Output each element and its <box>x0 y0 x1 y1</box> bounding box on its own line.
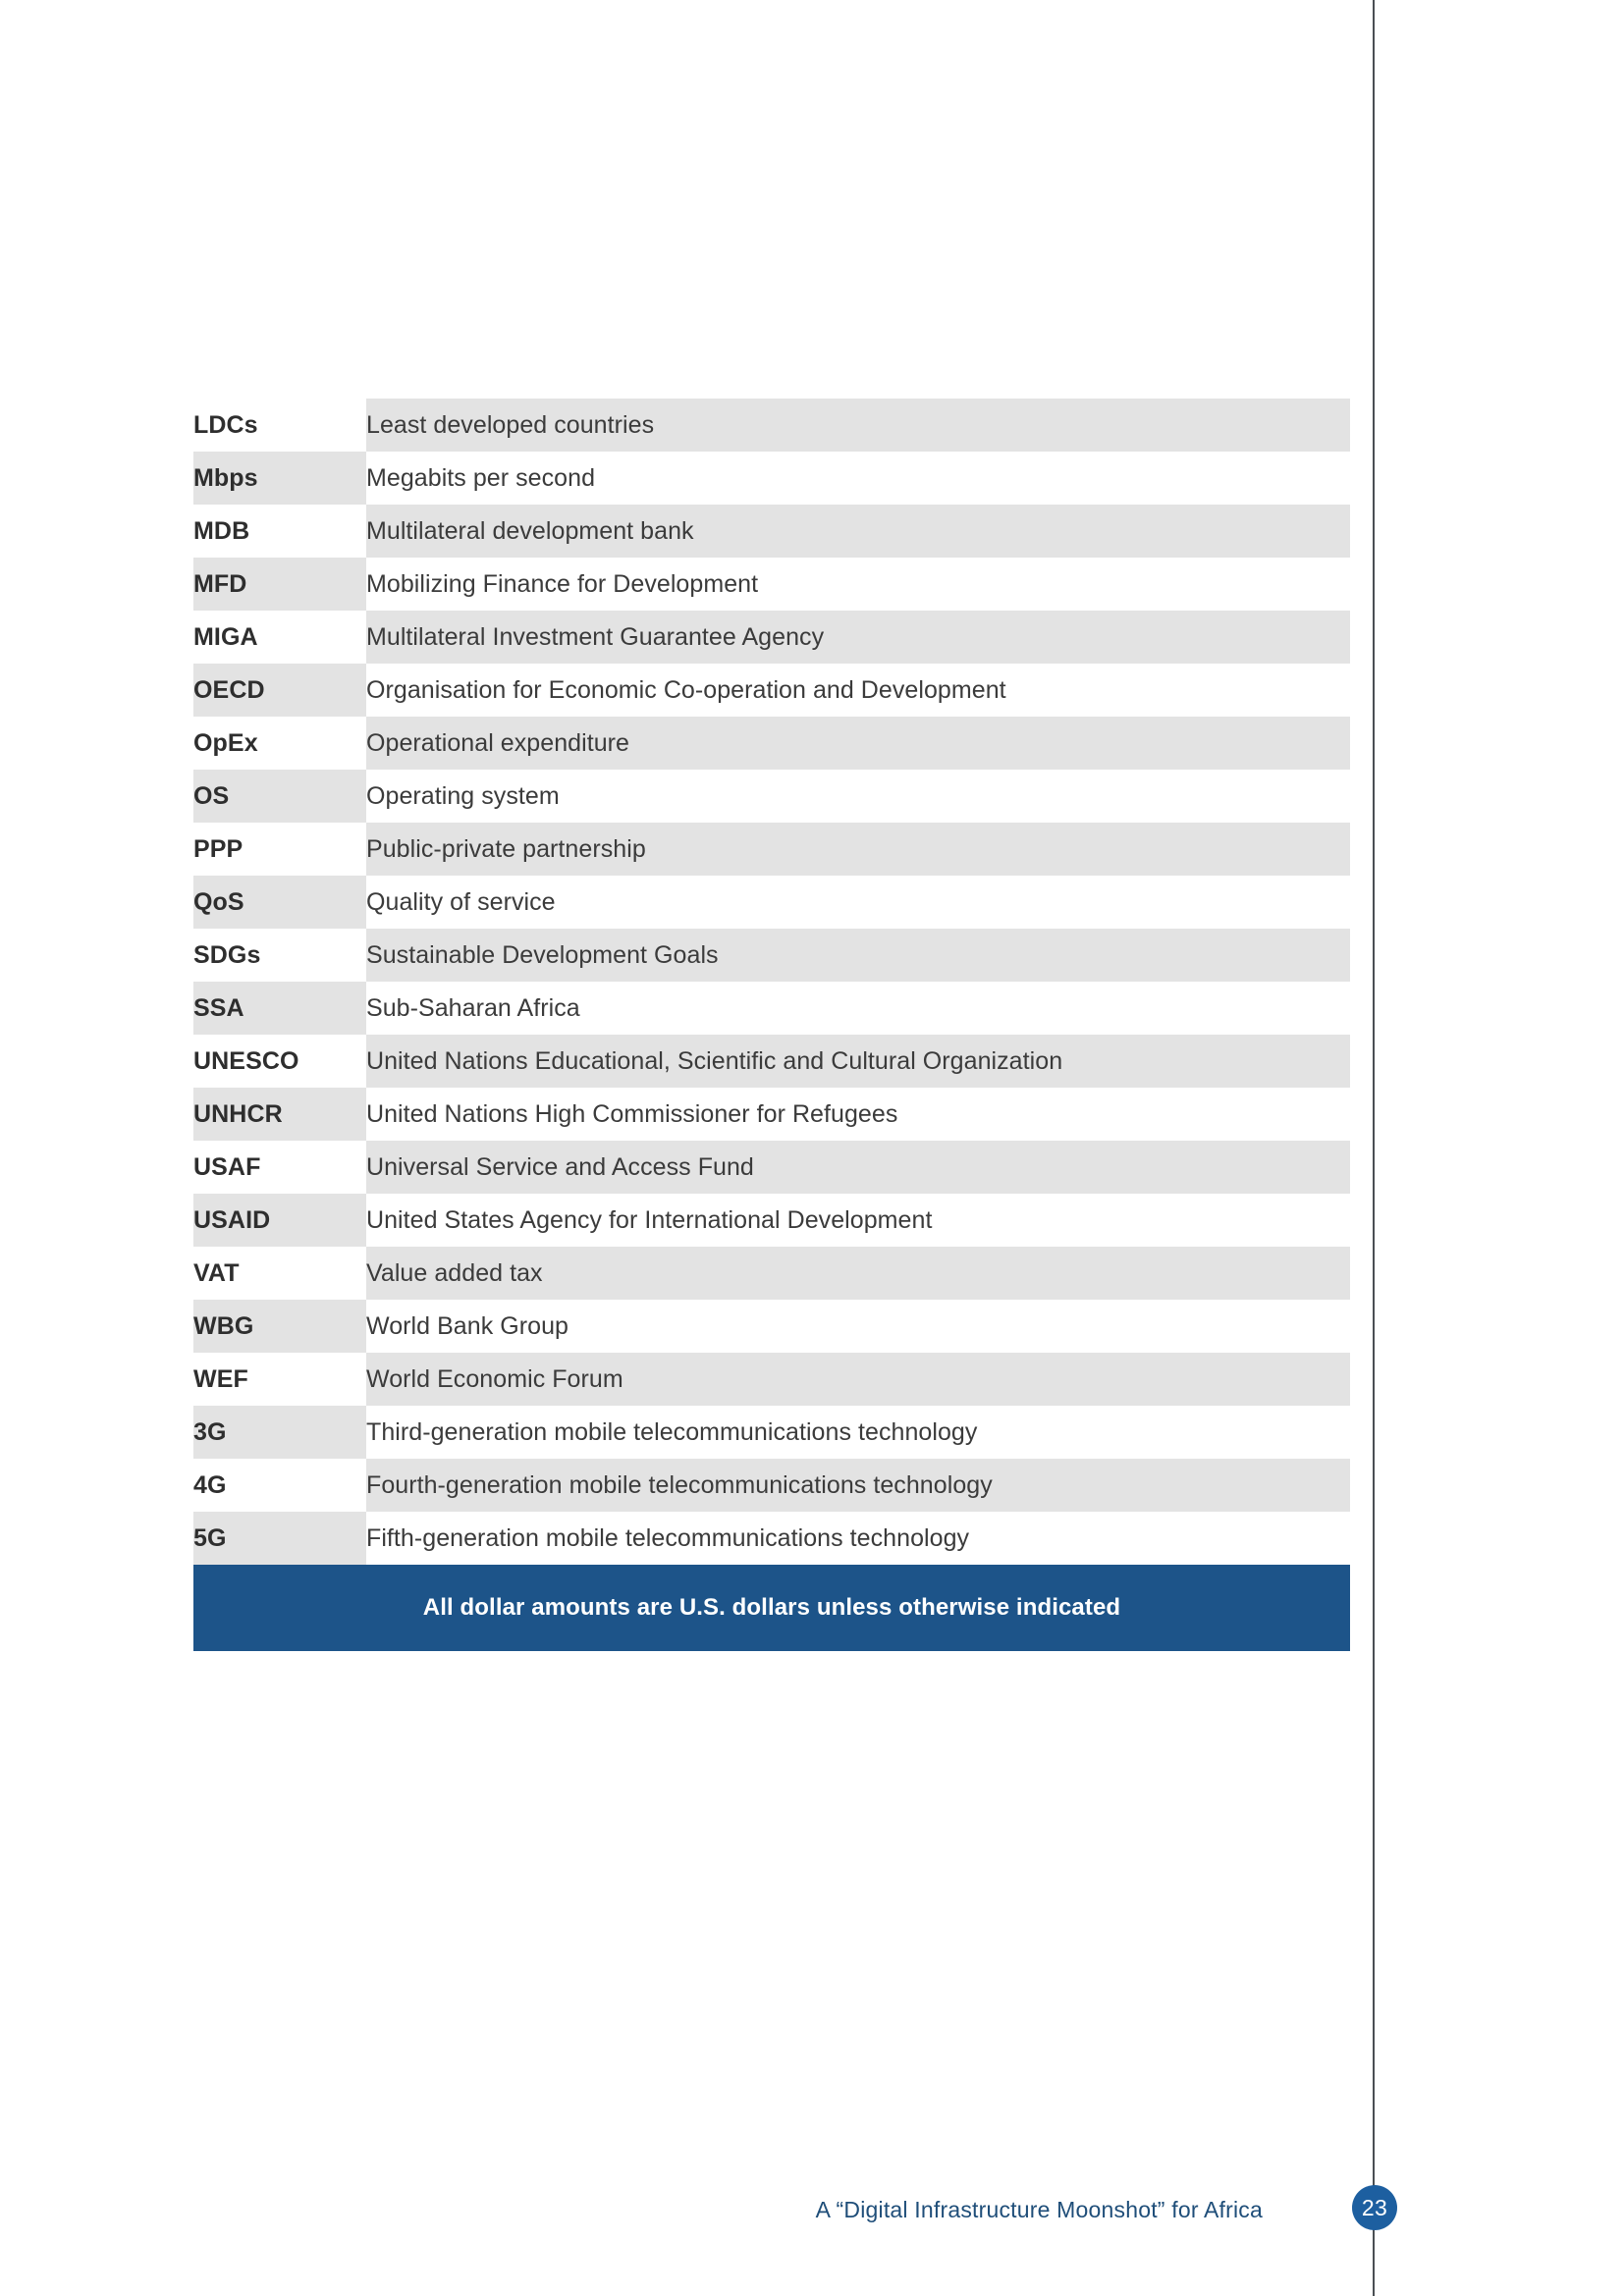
page-number-badge: 23 <box>1352 2185 1397 2230</box>
acronym-definition: Third-generation mobile telecommunications technology <box>366 1406 1350 1459</box>
acronym-abbreviation: 3G <box>193 1406 366 1459</box>
acronym-abbreviation: 4G <box>193 1459 366 1512</box>
table-row <box>193 1141 1350 1194</box>
acronym-definition: Public-private partnership <box>366 823 1350 876</box>
acronym-abbreviation: UNESCO <box>193 1035 366 1088</box>
table-row <box>193 611 1350 664</box>
acronym-definition: Organisation for Economic Co-operation and Development <box>366 664 1350 717</box>
acronym-definition: Least developed countries <box>366 399 1350 452</box>
table-row <box>193 1194 1350 1247</box>
table-row <box>193 452 1350 505</box>
table-row <box>193 1512 1350 1565</box>
acronym-abbreviation: OECD <box>193 664 366 717</box>
table-row <box>193 1035 1350 1088</box>
currency-note-text: All dollar amounts are U.S. dollars unless otherwise indicated <box>422 1594 1121 1621</box>
acronym-abbreviation: USAF <box>193 1141 366 1194</box>
acronym-abbreviation: MFD <box>193 558 366 611</box>
acronym-abbreviation: 5G <box>193 1512 366 1565</box>
acronym-abbreviation: OS <box>193 770 366 823</box>
acronym-definition: Sustainable Development Goals <box>366 929 1350 982</box>
acronym-abbreviation: Mbps <box>193 452 366 505</box>
table-row <box>193 1247 1350 1300</box>
page-footer <box>0 2187 1624 2246</box>
acronym-abbreviation: OpEx <box>193 717 366 770</box>
acronym-definition: Sub-Saharan Africa <box>366 982 1350 1035</box>
acronym-abbreviation: QoS <box>193 876 366 929</box>
acronym-abbreviation: SDGs <box>193 929 366 982</box>
acronym-abbreviation: WEF <box>193 1353 366 1406</box>
acronym-definition: Multilateral development bank <box>366 505 1350 558</box>
acronym-definition: Quality of service <box>366 876 1350 929</box>
table-row <box>193 929 1350 982</box>
table-row <box>193 1088 1350 1141</box>
acronym-abbreviation: MDB <box>193 505 366 558</box>
table-row <box>193 399 1350 452</box>
acronym-abbreviation: PPP <box>193 823 366 876</box>
acronym-definition: World Economic Forum <box>366 1353 1350 1406</box>
table-row <box>193 982 1350 1035</box>
acronym-definition: Mobilizing Finance for Development <box>366 558 1350 611</box>
page-vertical-rule <box>1373 0 1375 2296</box>
acronym-definition: United States Agency for International Development <box>366 1194 1350 1247</box>
table-row <box>193 876 1350 929</box>
table-row <box>193 823 1350 876</box>
table-row <box>193 505 1350 558</box>
table-row <box>193 770 1350 823</box>
acronym-definition: Megabits per second <box>366 452 1350 505</box>
acronyms-table-body <box>193 399 1350 1565</box>
acronym-definition: Operational expenditure <box>366 717 1350 770</box>
acronym-definition: United Nations High Commissioner for Refugees <box>366 1088 1350 1141</box>
currency-note-banner <box>193 1565 1350 1651</box>
acronym-abbreviation: WBG <box>193 1300 366 1353</box>
acronym-definition: Value added tax <box>366 1247 1350 1300</box>
table-row <box>193 717 1350 770</box>
table-row <box>193 558 1350 611</box>
acronym-abbreviation: USAID <box>193 1194 366 1247</box>
acronym-abbreviation: VAT <box>193 1247 366 1300</box>
acronym-definition: Universal Service and Access Fund <box>366 1141 1350 1194</box>
acronym-abbreviation: MIGA <box>193 611 366 664</box>
table-row <box>193 1459 1350 1512</box>
table-row <box>193 1406 1350 1459</box>
table-row <box>193 1353 1350 1406</box>
acronym-definition: World Bank Group <box>366 1300 1350 1353</box>
acronym-abbreviation: LDCs <box>193 399 366 452</box>
acronym-definition: Fifth-generation mobile telecommunications technology <box>366 1512 1350 1565</box>
acronyms-table <box>193 399 1350 1565</box>
acronym-abbreviation: SSA <box>193 982 366 1035</box>
acronym-definition: Operating system <box>366 770 1350 823</box>
acronym-definition: United Nations Educational, Scientific and Cultural Organization <box>366 1035 1350 1088</box>
table-row <box>193 664 1350 717</box>
table-row <box>193 1300 1350 1353</box>
footer-document-title: A “Digital Infrastructure Moonshot” for Africa <box>815 2197 1263 2222</box>
acronym-definition: Multilateral Investment Guarantee Agency <box>366 611 1350 664</box>
acronym-definition: Fourth-generation mobile telecommunications technology <box>366 1459 1350 1512</box>
acronym-abbreviation: UNHCR <box>193 1088 366 1141</box>
